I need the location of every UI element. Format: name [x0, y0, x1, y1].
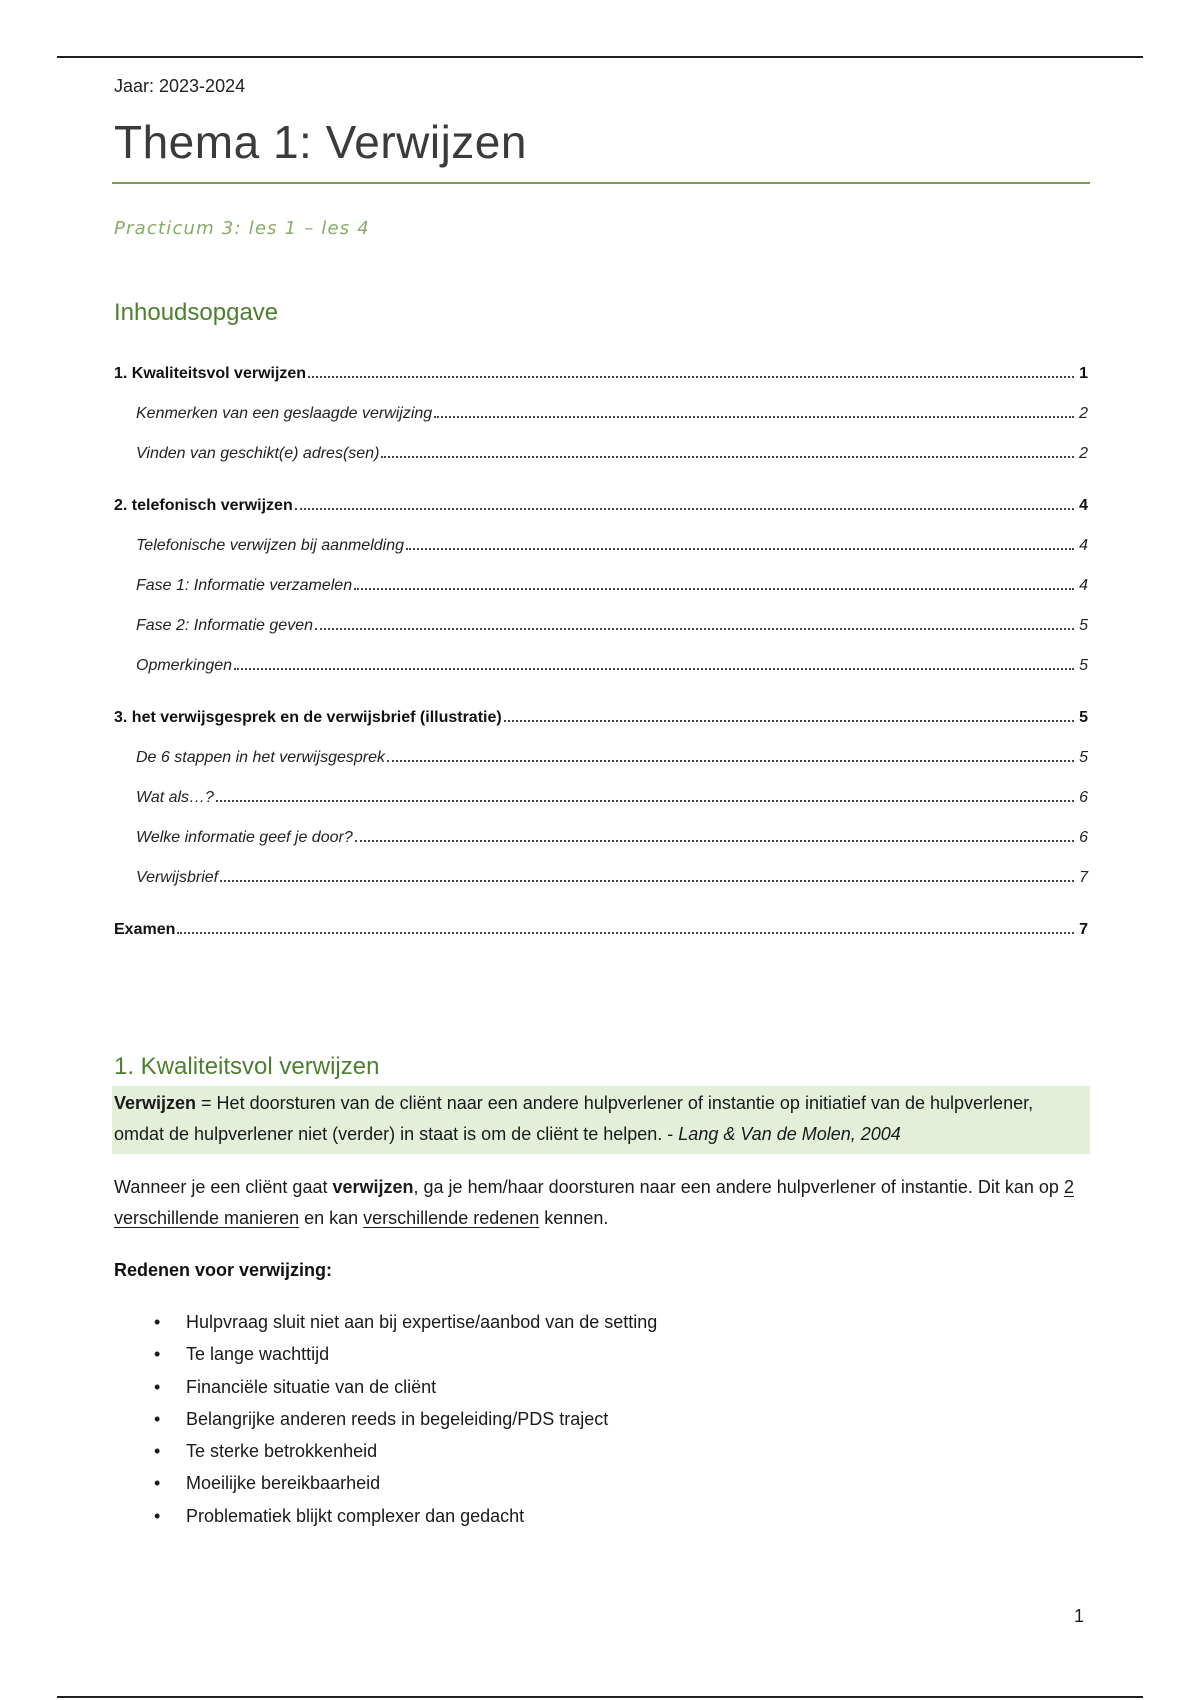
page-bottom-rule	[57, 1696, 1143, 1698]
toc-entry-page: 2	[1079, 445, 1088, 462]
toc-leader-dots	[504, 720, 1074, 722]
toc-leader-dots	[406, 548, 1074, 550]
toc-entry-label: 2. telefonisch verwijzen	[114, 497, 293, 514]
toc-entry-label: Fase 2: Informatie geven	[136, 617, 313, 634]
toc-entry-page: 2	[1079, 405, 1088, 422]
document-subtitle: Practicum 3: les 1 – les 4	[114, 218, 370, 239]
toc-entry-page: 7	[1079, 869, 1088, 886]
bullet-icon: •	[154, 1376, 161, 1397]
toc-entry-label: Fase 1: Informatie verzamelen	[136, 577, 353, 594]
toc-entry-label: Opmerkingen	[136, 657, 233, 674]
toc-heading: Inhoudsopgave	[114, 299, 279, 326]
toc-entry-label: Telefonische verwijzen bij aanmelding	[136, 537, 405, 554]
toc-entry-kwaliteitsvol-verwijzen[interactable]	[114, 354, 1088, 394]
reason-text: Problematiek blijkt complexer dan gedacht	[186, 1505, 525, 1526]
toc-entry-6-stappen[interactable]	[114, 738, 1088, 778]
toc-entry-label: Examen	[114, 921, 176, 938]
academic-year: Jaar: 2023-2024	[114, 76, 246, 96]
page-number: 1	[1073, 1606, 1084, 1626]
reason-text: Financiële situatie van de cliënt	[186, 1376, 437, 1397]
toc-entry-label: Verwijsbrief	[136, 869, 219, 886]
toc-entry-fase-1[interactable]	[114, 566, 1088, 606]
list-item	[154, 1338, 1088, 1370]
toc-entry-label: Welke informatie geef je door?	[136, 829, 353, 846]
section-heading-kwaliteitsvol-verwijzen: 1. Kwaliteitsvol verwijzen	[114, 1053, 380, 1080]
toc-entry-page: 4	[1079, 537, 1088, 554]
toc-entry-examen[interactable]	[114, 910, 1088, 950]
toc-entry-label: Vinden van geschikt(e) adres(sen)	[136, 445, 380, 462]
bullet-icon: •	[154, 1312, 161, 1332]
title-underline	[112, 182, 1090, 184]
toc-entry-page: 7	[1079, 921, 1088, 938]
document-title: Thema 1: Verwijzen	[114, 116, 527, 168]
list-item	[154, 1467, 1088, 1499]
list-item	[154, 1371, 1088, 1403]
toc-entry-label: 3. het verwijsgesprek en de verwijsbrief (illustratie)	[114, 709, 502, 726]
toc-entry-welke-informatie[interactable]	[114, 818, 1088, 858]
toc-entry-page: 6	[1079, 829, 1088, 846]
toc-leader-dots	[220, 880, 1074, 882]
toc-entry-verwijsgesprek[interactable]	[114, 698, 1088, 738]
toc-leader-dots	[354, 588, 1074, 590]
toc-entry-page: 4	[1079, 497, 1088, 514]
bullet-icon: •	[154, 1441, 161, 1462]
toc-leader-dots	[234, 668, 1074, 670]
intro-text-3: en kan	[299, 1208, 364, 1228]
intro-bold-term: verwijzen	[332, 1177, 414, 1197]
toc-leader-dots	[177, 932, 1074, 934]
toc-entry-page: 5	[1079, 657, 1088, 674]
list-item	[154, 1306, 1088, 1338]
toc-entry-label: Wat als…?	[136, 789, 214, 806]
toc-entry-kenmerken[interactable]	[114, 394, 1088, 434]
reason-text: Te sterke betrokkenheid	[186, 1441, 378, 1462]
intro-underline-redenen: verschillende redenen	[363, 1208, 540, 1228]
toc-leader-dots	[434, 416, 1074, 418]
intro-text-2: , ga je hem/haar doorsturen naar een andere hulpverlener of instantie. Dit kan op	[413, 1177, 1064, 1197]
definition-term: Verwijzen	[114, 1093, 197, 1113]
reasons-list	[154, 1306, 1088, 1532]
toc-entry-page: 5	[1079, 617, 1088, 634]
toc-leader-dots	[295, 508, 1074, 510]
toc-entry-telefonisch-verwijzen[interactable]	[114, 486, 1088, 526]
intro-text-1: Wanneer je een cliënt gaat	[114, 1177, 333, 1197]
toc-leader-dots	[315, 628, 1074, 630]
toc-entry-page: 5	[1079, 709, 1088, 726]
definition-source: Lang & Van de Molen, 2004	[678, 1124, 901, 1144]
list-item	[154, 1403, 1088, 1435]
list-item	[154, 1435, 1088, 1467]
bullet-icon: •	[154, 1473, 161, 1494]
reason-text: Te lange wachttijd	[186, 1344, 330, 1365]
page-top-rule	[57, 56, 1143, 58]
toc-entry-label: Kenmerken van een geslaagde verwijzing	[136, 405, 433, 422]
reason-text: Hulpvraag sluit niet aan bij expertise/aanbod van de setting	[186, 1312, 658, 1332]
document-page	[114, 72, 1088, 1532]
toc-entry-page: 5	[1079, 749, 1088, 766]
definition-box	[112, 1086, 1090, 1154]
definition-text: = Het doorsturen van de cliënt naar een andere hulpverlener of instantie op initiatief van de hulpverlener, omdat de hulpverlener niet (verder) in staat is om de cliënt te helpen. -	[114, 1093, 1034, 1144]
toc-leader-dots	[387, 760, 1074, 762]
table-of-contents	[114, 354, 1088, 950]
toc-entry-telefonische-aanmelding[interactable]	[114, 526, 1088, 566]
bullet-icon: •	[154, 1505, 161, 1526]
toc-entry-page: 1	[1079, 365, 1088, 382]
toc-entry-verwijsbrief[interactable]	[114, 858, 1088, 898]
toc-entry-page: 6	[1079, 789, 1088, 806]
toc-entry-label: De 6 stappen in het verwijsgesprek	[136, 749, 386, 766]
bullet-icon: •	[154, 1344, 161, 1365]
toc-entry-fase-2[interactable]	[114, 606, 1088, 646]
list-item	[154, 1500, 1088, 1532]
toc-entry-label: 1. Kwaliteitsvol verwijzen	[114, 365, 307, 382]
bullet-icon: •	[154, 1408, 161, 1429]
reason-text: Belangrijke anderen reeds in begeleiding/PDS traject	[186, 1408, 609, 1429]
toc-leader-dots	[355, 840, 1074, 842]
reasons-heading: Redenen voor verwijzing:	[114, 1260, 333, 1280]
toc-entry-vinden-adressen[interactable]	[114, 434, 1088, 474]
toc-leader-dots	[308, 376, 1074, 378]
toc-leader-dots	[216, 800, 1074, 802]
intro-underline-manieren: 2 verschillende manieren	[114, 1177, 1074, 1228]
toc-entry-page: 4	[1079, 577, 1088, 594]
reason-text: Moeilijke bereikbaarheid	[186, 1473, 381, 1494]
toc-leader-dots	[381, 456, 1074, 458]
toc-entry-wat-als[interactable]	[114, 778, 1088, 818]
intro-text-4: kennen.	[539, 1208, 609, 1228]
toc-entry-opmerkingen[interactable]	[114, 646, 1088, 686]
intro-paragraph	[114, 1172, 1088, 1234]
